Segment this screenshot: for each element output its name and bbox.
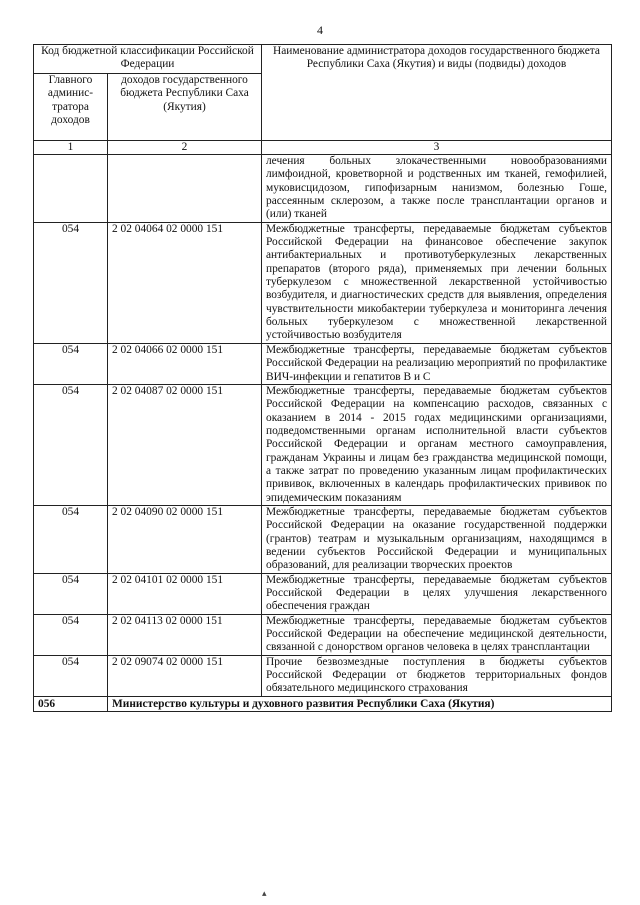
income-name-cell: Межбюджетные трансферты, передаваемые бюджетам субъектов Российской Федерации в целях улучшения лекарственного обеспечения граждан: [262, 573, 612, 614]
page-number: 4: [317, 23, 323, 37]
admin-code-cell: [34, 155, 108, 223]
header-budget-classification-code: Код бюджетной классификации Российской Федерации: [34, 45, 262, 74]
income-name-cell: лечения больных злокачественными новообразованиями лимфоидной, кроветворной и родственных им тканей, гемофилией, муковисцидозом, гипофизарным нанизмом, болезнью Гоше, рассеянным склерозом, а также после трансплантации органов и (или) тканей: [262, 155, 612, 223]
income-name-cell: Прочие безвозмездные поступления в бюджеты субъектов Российской Федерации от бюджетов территориальных фондов обязательного медицинского страхования: [262, 655, 612, 696]
admin-code-cell: 054: [34, 222, 108, 343]
table-row: [34, 573, 612, 614]
admin-code-cell: 054: [34, 573, 108, 614]
income-code-cell: 2 02 04066 02 0000 151: [108, 343, 262, 384]
admin-code-cell: 054: [34, 343, 108, 384]
admin-code-cell: 054: [34, 384, 108, 505]
income-code-cell: 2 02 04064 02 0000 151: [108, 222, 262, 343]
ministry-name: Министерство культуры и духовного развития Республики Саха (Якутия): [108, 696, 612, 711]
table-row-continuation: [34, 155, 612, 223]
header-main-administrator: Главного админис-тратора доходов: [34, 74, 108, 141]
table-row: [34, 655, 612, 696]
income-name-cell: Межбюджетные трансферты, передаваемые бюджетам субъектов Российской Федерации на обеспечение медицинской деятельности, связанной с донорством органов человека в целях трансплантации: [262, 614, 612, 655]
ministry-admin-code: 056: [34, 696, 108, 711]
header-administrator-name: Наименование администратора доходов государственного бюджета Республики Саха (Якутия) и виды (подвиды) доходов: [262, 45, 612, 141]
income-name-cell: Межбюджетные трансферты, передаваемые бюджетам субъектов Российской Федерации на реализацию мероприятий по профилактике ВИЧ-инфекции и гепатитов В и С: [262, 343, 612, 384]
scan-mark: ▴: [262, 888, 267, 898]
income-code-cell: 2 02 09074 02 0000 151: [108, 655, 262, 696]
budget-classification-table: [33, 44, 612, 712]
table-row: [34, 222, 612, 343]
admin-code-cell: 054: [34, 614, 108, 655]
table-row: [34, 505, 612, 573]
header-income-code: доходов государственного бюджета Республики Саха (Якутия): [108, 74, 262, 141]
income-code-cell: 2 02 04113 02 0000 151: [108, 614, 262, 655]
income-name-cell: Межбюджетные трансферты, передаваемые бюджетам субъектов Российской Федерации на компенсацию расходов, связанных с оказанием в 2014 - 2015 годах медицинскими организациями, подведомственными органам исполнительной власти субъектов Российской Федерации и органам местного самоуправления, гражданам Украины и лицам без гражданства медицинской помощи, а также затрат по проведению указанным лицам профилактических прививок, включенных в календарь профилактических прививок по эпидемическим показаниям: [262, 384, 612, 505]
admin-code-cell: 054: [34, 505, 108, 573]
column-number-row: [34, 141, 612, 155]
table-row: [34, 614, 612, 655]
table-row: [34, 384, 612, 505]
ministry-row: [34, 696, 612, 711]
income-code-cell: [108, 155, 262, 223]
table-row: [34, 343, 612, 384]
income-name-cell: Межбюджетные трансферты, передаваемые бюджетам субъектов Российской Федерации на финансовое обеспечение закупок антибактериальных и противотуберкулезных лекарственных препаратов (второго ряда), применяемых при лечении больных туберкулезом с множественной лекарственной устойчивостью возбудителя, и диагностических средств для выявления, определения чувствительности микобактерии туберкулеза и мониторинга лечения больных туберкулезом с множественной лекарственной устойчивостью возбудителя: [262, 222, 612, 343]
column-number-1: 1: [34, 141, 108, 155]
income-code-cell: 2 02 04090 02 0000 151: [108, 505, 262, 573]
income-code-cell: 2 02 04087 02 0000 151: [108, 384, 262, 505]
column-number-2: 2: [108, 141, 262, 155]
income-code-cell: 2 02 04101 02 0000 151: [108, 573, 262, 614]
income-name-cell: Межбюджетные трансферты, передаваемые бюджетам субъектов Российской Федерации на оказание государственной поддержки (грантов) театрам и музыкальным организациям, находящимся в ведении субъектов Российской Федерации и муниципальных образований, для реализации творческих проектов: [262, 505, 612, 573]
column-number-3: 3: [262, 141, 612, 155]
table-header-row: [34, 45, 612, 74]
admin-code-cell: 054: [34, 655, 108, 696]
